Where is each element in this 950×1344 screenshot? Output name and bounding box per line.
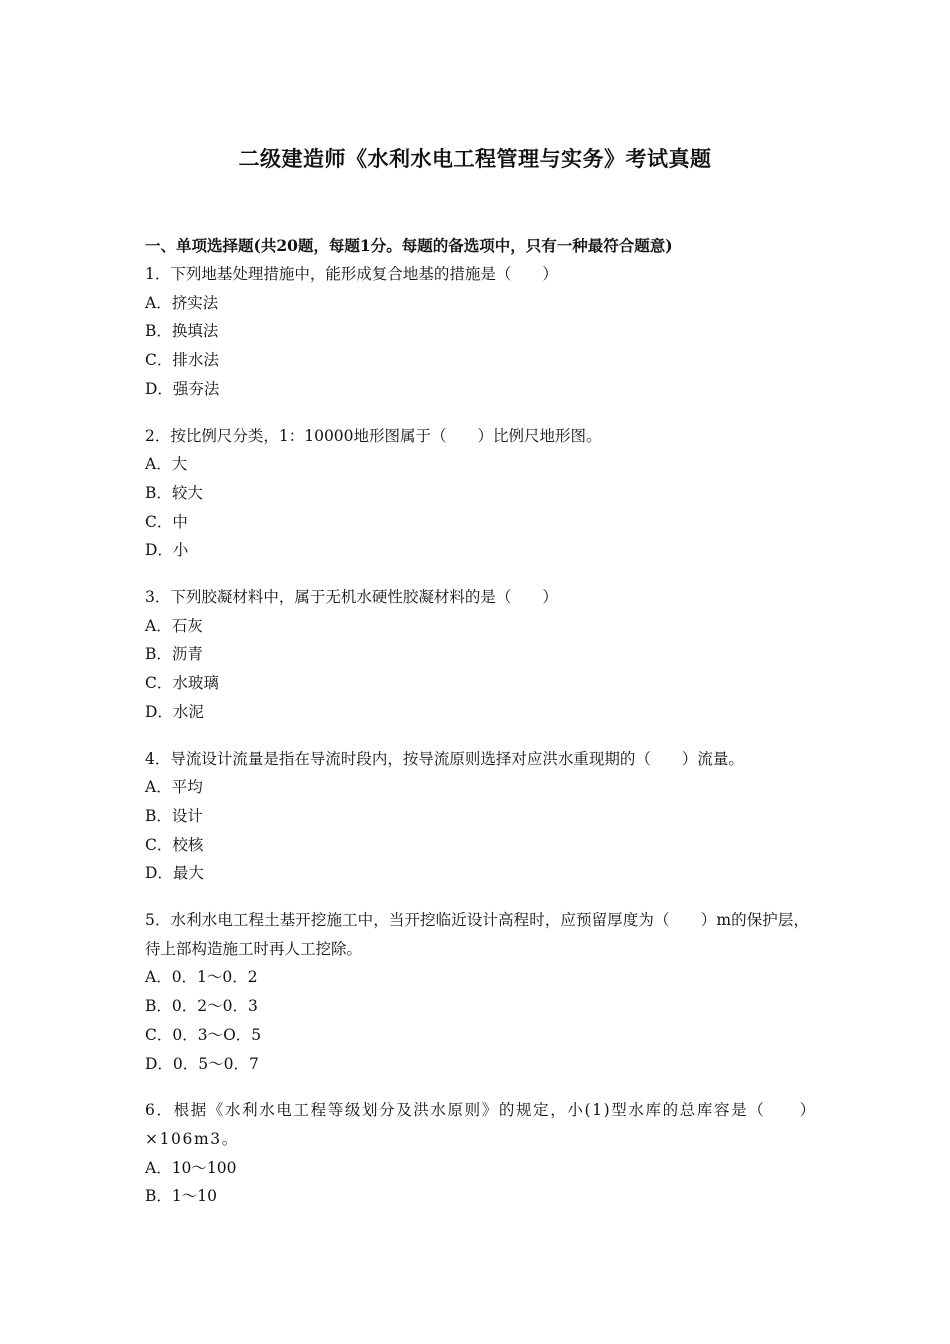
option-b: B．1～10 xyxy=(145,1187,217,1206)
question-stem: 1．下列地基处理措施中，能形成复合地基的措施是（ ） xyxy=(145,265,558,283)
option-a: A．平均 xyxy=(145,778,203,797)
question-3 xyxy=(145,583,809,727)
option-b: B．换填法 xyxy=(145,322,219,341)
question-1 xyxy=(145,260,809,404)
option-a: A．0．1～0．2 xyxy=(145,968,258,987)
option-b: B．较大 xyxy=(145,483,203,502)
option-a: A．10～100 xyxy=(145,1158,237,1177)
option-a: A．大 xyxy=(145,455,188,474)
question-5 xyxy=(145,906,809,1078)
option-d: D．强夯法 xyxy=(145,379,220,398)
option-b: B．0．2～0．3 xyxy=(145,997,258,1016)
option-d: D．小 xyxy=(145,541,189,560)
question-stem: 2．按比例尺分类，1：10000地形图属于（ ）比例尺地形图。 xyxy=(145,426,602,445)
question-stem: 3．下列胶凝材料中，属于无机水硬性胶凝材料的是（ ） xyxy=(145,588,558,607)
option-b: B．沥青 xyxy=(145,645,203,664)
option-a: A．石灰 xyxy=(145,616,203,635)
document-title: 二级建造师《水利水电工程管理与实务》考试真题 xyxy=(238,146,712,171)
option-c: C．排水法 xyxy=(145,351,219,370)
option-d: D．0．5～0．7 xyxy=(145,1054,259,1073)
option-b: B．设计 xyxy=(145,806,203,825)
question-stem: 5．水利水电工程土基开挖施工中，当开挖临近设计高程时，应预留厚度为（ ）m的保护层，待上部构造施工时再人工挖除。 xyxy=(145,911,809,958)
section-heading: 一、单项选择题(共20题，每题1分。每题的备选项中，只有一种最符合题意) xyxy=(145,236,673,255)
option-d: D．水泥 xyxy=(145,702,204,721)
question-list xyxy=(145,260,809,1229)
option-a: A．挤实法 xyxy=(145,293,219,312)
question-2 xyxy=(145,422,809,566)
option-c: C．0．3～O．5 xyxy=(145,1025,262,1044)
question-4 xyxy=(145,745,809,889)
option-c: C．水玻璃 xyxy=(145,674,219,693)
option-d: D．最大 xyxy=(145,864,204,883)
option-c: C．校核 xyxy=(145,835,204,854)
question-stem: 4．导流设计流量是指在导流时段内，按导流原则选择对应洪水重现期的（ ）流量。 xyxy=(145,749,744,768)
option-c: C．中 xyxy=(145,512,188,531)
question-stem: 6．根据《水利水电工程等级划分及洪水原则》的规定，小(1)型水库的总库容是（ ）×106m3。 xyxy=(145,1101,809,1148)
question-6 xyxy=(145,1096,809,1211)
